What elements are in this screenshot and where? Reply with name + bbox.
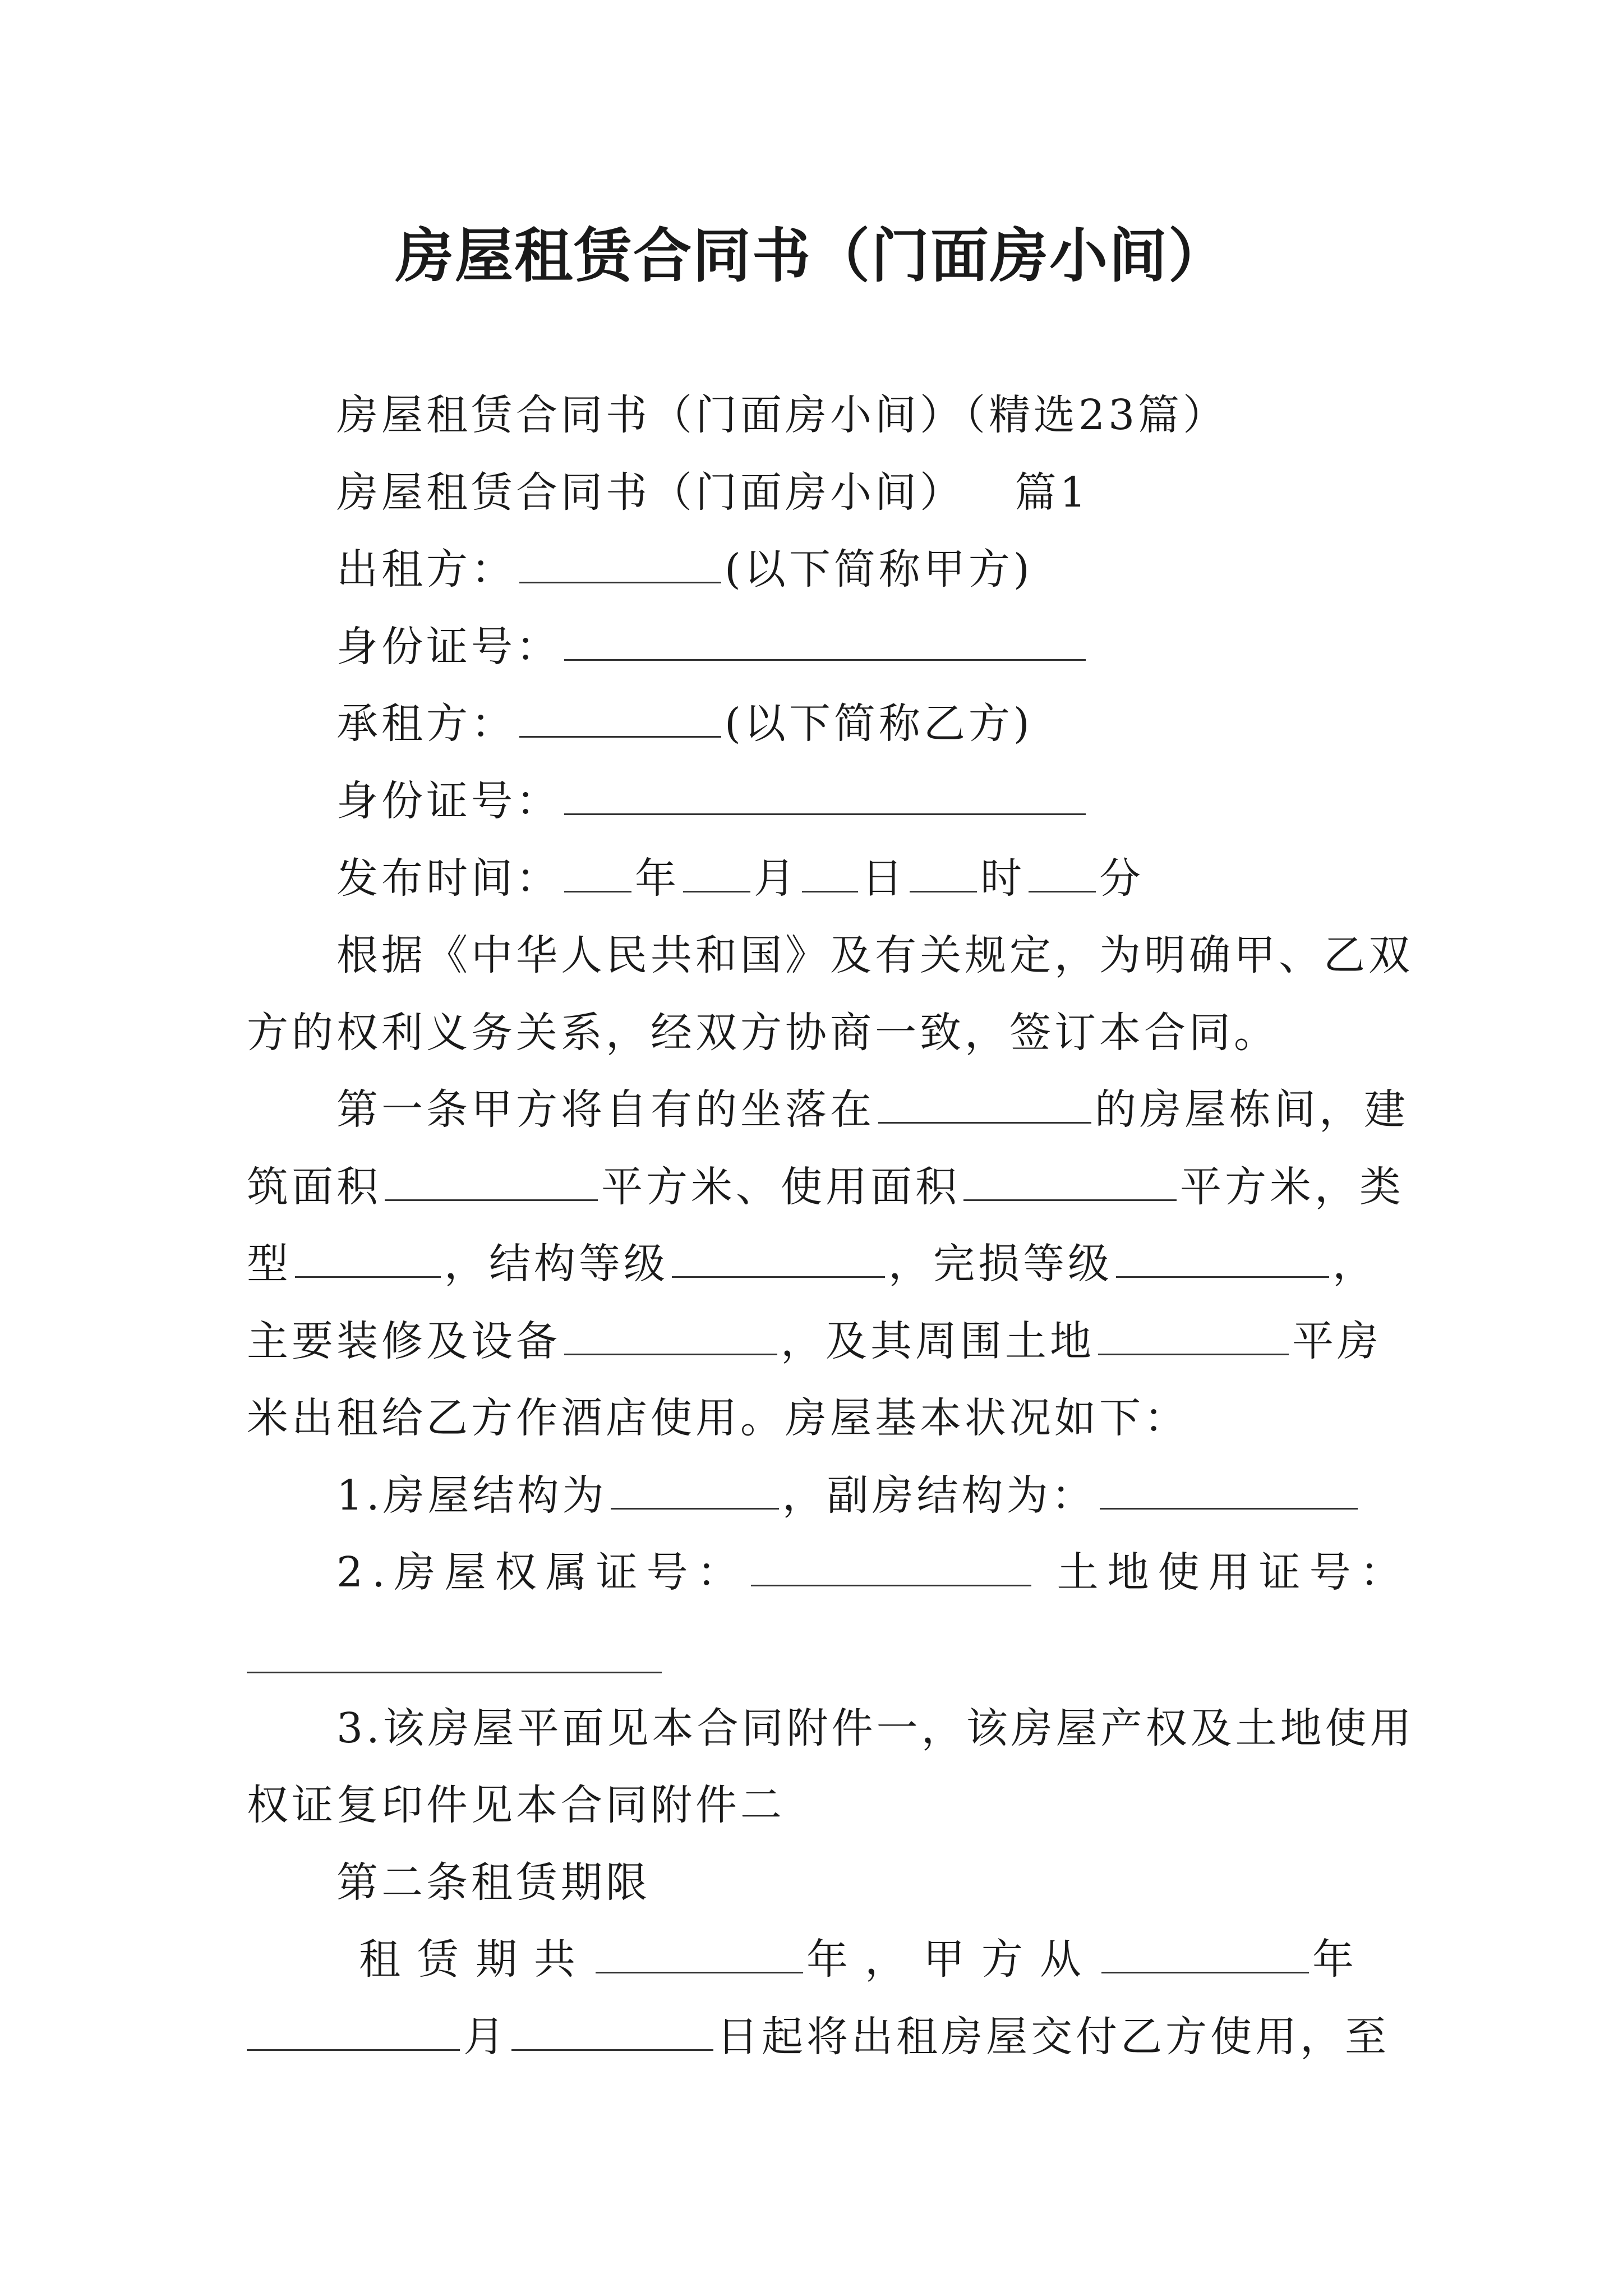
hour-label: 时 (980, 854, 1025, 903)
type-blank (295, 1241, 441, 1278)
paragraph-text: 方的权利义务关系，经双方协商一致，签订本合同。 (247, 1009, 1279, 1057)
location-blank (878, 1087, 1091, 1124)
article-text: 筑面积 (247, 1163, 381, 1211)
item-one-line (336, 1467, 1391, 1524)
start-year-blank (1101, 1937, 1309, 1973)
article-one-line (336, 1082, 1409, 1138)
term-text: 年 (1312, 1935, 1371, 1984)
term-text: 年，甲方从 (806, 1935, 1098, 1984)
lease-term-line (247, 2009, 1391, 2065)
publish-time-label: 发布时间： (336, 854, 561, 903)
minute-blank (1029, 856, 1096, 892)
item-two-line (336, 1544, 1410, 1600)
article-text: ， (1332, 1240, 1377, 1288)
lessee-id-blank (564, 779, 1086, 815)
term-text: 租赁期共 (359, 1935, 592, 1984)
lessee-note: (以下简称乙方) (725, 700, 1033, 748)
paragraph-line (336, 927, 1413, 983)
article-heading-text: 第二条租赁期限 (336, 1858, 651, 1907)
lessor-blank (519, 547, 721, 583)
item-text: 土地使用证号： (1057, 1548, 1410, 1596)
lessor-id-label: 身份证号： (336, 623, 561, 671)
article-text: 平房 (1292, 1317, 1382, 1365)
lessor-id-blank (564, 624, 1086, 661)
land-cert-blank (247, 1672, 662, 1673)
lessor-note: (以下简称甲方) (725, 545, 1033, 593)
lessee-blank (519, 701, 721, 738)
article-one-line (247, 1236, 1391, 1292)
publish-time-line (336, 850, 1391, 907)
ownership-cert-blank (751, 1550, 1031, 1586)
article-one-line (247, 1159, 1404, 1215)
damage-grade-blank (1116, 1241, 1329, 1278)
document-title: 房屋租赁合同书（门面房小间） (395, 221, 1228, 290)
section-number: 篇1 (1015, 468, 1090, 517)
item-text: ，副房结构为： (782, 1471, 1096, 1520)
start-month-blank (247, 2014, 460, 2051)
article-text: ，完损等级 (888, 1240, 1113, 1288)
lessee-line (336, 696, 1391, 752)
article-text: 第一条甲方将自有的坐落在 (336, 1085, 875, 1134)
sub-structure-blank (1100, 1473, 1358, 1510)
day-blank (802, 856, 858, 892)
article-one-line (247, 1390, 1391, 1446)
lessor-id-line (336, 619, 1391, 675)
lessor-line (336, 541, 1391, 597)
item-text: 权证复印件见本合同附件二 (247, 1781, 785, 1829)
item-text: 2.房屋权属证号： (336, 1548, 748, 1596)
section-heading-text: 房屋租赁合同书（门面房小间） (336, 468, 965, 517)
paragraph-line (247, 1005, 1391, 1061)
item-three-line (336, 1700, 1415, 1756)
land-blank (1098, 1319, 1289, 1355)
term-years-blank (596, 1937, 803, 1973)
article-text: 主要装修及设备 (247, 1317, 561, 1365)
item-three-line (247, 1777, 1391, 1833)
start-day-blank (511, 2014, 713, 2051)
equipment-blank (564, 1319, 777, 1355)
article-text: ，及其周围土地 (781, 1317, 1095, 1365)
lease-term-line (359, 1931, 1413, 1987)
subtitle-text: 房屋租赁合同书（门面房小间）（精选23篇） (336, 391, 1228, 439)
lessee-label: 承租方： (336, 700, 516, 748)
subtitle-line (336, 387, 1391, 443)
term-text: 月 (463, 2013, 508, 2061)
hour-blank (910, 856, 977, 892)
article-text: 型 (247, 1240, 292, 1288)
item-text: 3.该房屋平面见本合同附件一，该房屋产权及土地使用 (336, 1704, 1415, 1752)
month-blank (683, 856, 750, 892)
month-label: 月 (754, 854, 799, 903)
year-blank (564, 856, 631, 892)
term-text: 日起将出租房屋交付乙方使用，至 (717, 2013, 1390, 2061)
article-text: ，结构等级 (444, 1240, 668, 1288)
year-label: 年 (635, 854, 680, 903)
paragraph-text: 根据《中华人民共和国》及有关规定，为明确甲、乙双 (336, 931, 1413, 979)
article-one-line (247, 1313, 1391, 1369)
article-text: 的房屋栋间，建 (1095, 1085, 1409, 1134)
usable-area-blank (963, 1165, 1177, 1201)
lessee-id-label: 身份证号： (336, 777, 561, 825)
minute-label: 分 (1099, 854, 1144, 903)
area-blank (385, 1165, 598, 1201)
article-two-heading (336, 1855, 1391, 1911)
lessor-label: 出租方： (336, 545, 516, 593)
section-heading (336, 464, 1391, 521)
structure-blank (611, 1473, 779, 1510)
item-text: 1.房屋结构为 (336, 1471, 607, 1520)
article-text: 平方米、使用面积 (601, 1163, 960, 1211)
structure-grade-blank (672, 1241, 885, 1278)
day-label: 日 (861, 854, 906, 903)
lessee-id-line (336, 773, 1391, 829)
article-text: 米出租给乙方作酒店使用。房屋基本状况如下： (247, 1394, 1189, 1442)
article-text: 平方米，类 (1180, 1163, 1404, 1211)
